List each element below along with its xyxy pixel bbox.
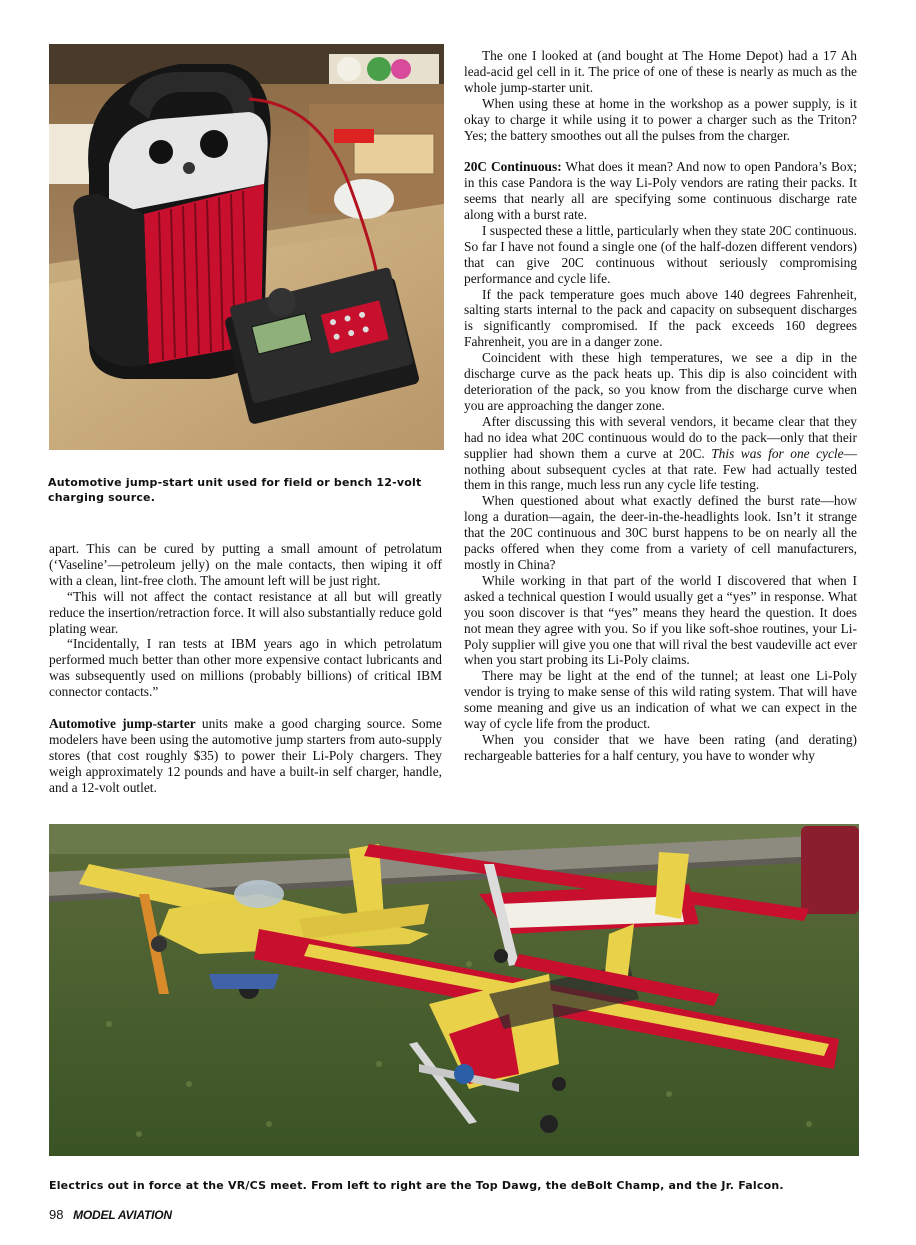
right-paragraph-11: When you consider that we have been rating (and derating) rechargeable batteries for a half century, you have to wonder why (464, 731, 857, 763)
planes-caption: Electrics out in force at the VR/CS meet. From left to right are the Top Dawg, the deBolt Champ, and the Jr. Falcon. (49, 1179, 784, 1192)
right-paragraph-1: The one I looked at (and bought at The Home Depot) had a 17 Ah lead-acid gel cell in it. The price of one of these is nearly as much as the whole jump-starter unit. (464, 48, 857, 95)
left-column (49, 541, 442, 795)
right-paragraph-4: I suspected these a little, particularly when they state 20C continuous. So far I have not found a single one (of the half-dozen different vendors) that can give 20C continuous without seriously compromising performance and cycle life. (464, 222, 857, 286)
jump-starter-illustration (49, 44, 444, 450)
right-paragraph-2: When using these at home in the workshop as a power supply, is it okay to charge it while using it to power a charger such as the Triton? Yes; the battery smoothes out all the pulses from the charger. (464, 95, 857, 143)
jump-starter-heading: Automotive jump-starter (49, 715, 196, 731)
right-paragraph-6: Coincident with these high temperatures, we see a dip in the discharge curve as the pack heats up. This dip is also coincident with deterioration of the pack, so you know from the discharge curve when you are approaching the danger zone. (464, 350, 857, 413)
page-footer (49, 1207, 172, 1222)
vendor-text-b: —nothing about subsequent cycles at that rate. Few had actually tested them in this range, much less run any cycle life testing. (464, 445, 857, 493)
left-paragraph-2: “This will not affect the contact resistance at all but will greatly reduce the insertion/retraction force. It will also substantially reduce gold plating wear. (49, 588, 442, 636)
magazine-name: MODEL AVIATION (73, 1208, 172, 1222)
jump-starter-text: units make a good charging source. Some modelers have been using the automotive jump starters from auto-supply stores (that cost roughly $35) to power their Li-Poly chargers. They weigh approximately 12 pounds and have a built-in self charger, handle, and a 12-volt outlet. (49, 715, 442, 795)
page-number: 98 (49, 1207, 64, 1222)
one-cycle-emphasis: This was for one cycle (711, 445, 844, 461)
left-paragraph-4 (49, 716, 442, 796)
left-paragraph-1: apart. This can be cured by putting a small amount of petrolatum (‘Vaseline’—petroleum jelly) on the male contacts, then wiping it off with a clean, lint-free cloth. The amount left will be just right. (49, 541, 442, 588)
vendor-text-a: After discussing this with several vendors, it became clear that they had no idea what 20C continuous would do to the pack—only that their supplier had shown them a curve at 20C. (464, 413, 857, 461)
right-paragraph-10: There may be light at the end of the tunnel; at least one Li-Poly vendor is trying to make sense of this wild rating system. That will have some meaning and give us an indication of what we can expect in the way of cycle life from the product. (464, 668, 857, 732)
left-paragraph-3: “Incidentally, I ran tests at IBM years ago in which petrolatum performed much better than other more expensive contact lubricants and was subsequently used on millions (probably billions) of critical IBM connector contacts.” (49, 636, 442, 700)
jump-starter-caption: Automotive jump-start unit used for field or bench 12-volt charging source. (48, 476, 422, 504)
planes-illustration (49, 824, 859, 1156)
continuous-heading: 20C Continuous: (464, 159, 562, 175)
continuous-text: What does it mean? And now to open Pandora’s Box; in this case Pandora is the way Li-Poly vendors are rating their packs. It seems that nearly all are specifying some continuous discharge rate along with a burst rate. (464, 159, 858, 223)
planes-photo (49, 824, 859, 1156)
right-paragraph-3 (464, 159, 857, 223)
right-paragraph-8: When questioned about what exactly defined the burst rate—how long a duration—again, the deer-in-the-headlights look. Isn’t it strange that the 20C continuous and 30C burst happens to be on nearly all the packs offered when they come from a variety of cell manufacturers, mostly in China? (464, 493, 857, 572)
jump-starter-photo (49, 44, 444, 450)
right-paragraph-7 (464, 414, 857, 494)
right-column (464, 48, 857, 764)
right-paragraph-5: If the pack temperature goes much above 140 degrees Fahrenheit, salting starts internal to the pack and capacity on subsequent discharges is significantly compromised. If the pack exceeds 160 degrees Fahrenheit, you are in a danger zone. (464, 286, 857, 350)
right-paragraph-9: While working in that part of the world I discovered that when I asked a technical question I would usually get a “yes” in response. What you soon discover is that “yes” means they heard the question. It does not mean they agree with you. So if you like soft-shoe routines, your Li-Poly supplier will give you one that will rival the best vaudeville act ever when you start probing its Li-Poly claims. (464, 572, 857, 668)
